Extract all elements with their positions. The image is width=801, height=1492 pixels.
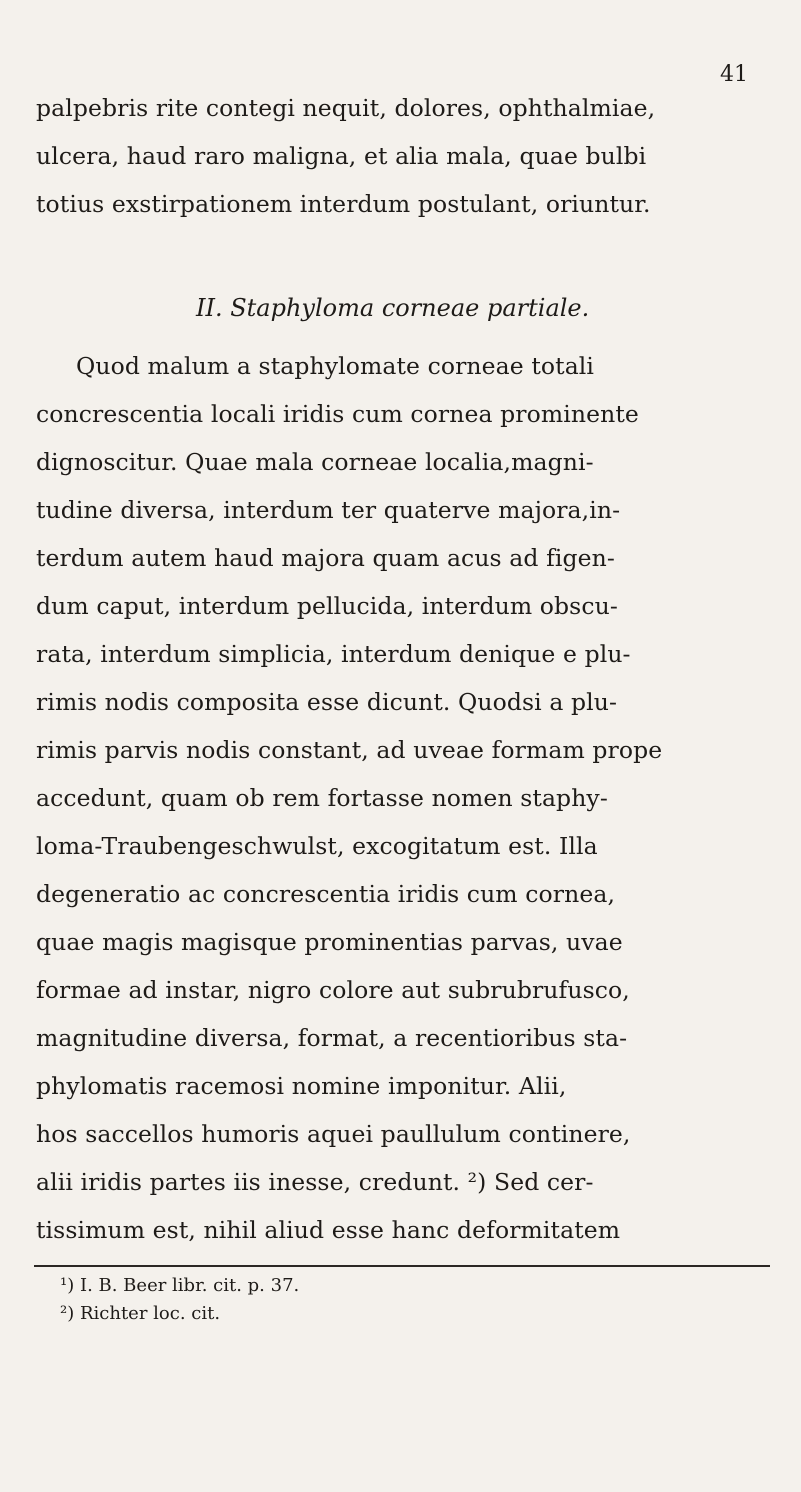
footnote-divider	[34, 1265, 770, 1267]
text-line: magnitudine diversa, format, a recentioribus sta-	[36, 1024, 628, 1052]
text-line: alii iridis partes iis inesse, credunt. ²) Sed cer-	[36, 1168, 594, 1196]
text-line: dum caput, interdum pellucida, interdum obscu-	[36, 592, 618, 620]
text-line: totius exstirpationem interdum postulant, oriuntur.	[36, 190, 651, 218]
text-line: terdum autem haud majora quam acus ad figen-	[36, 544, 615, 572]
section-heading: II. Staphyloma corneae partiale.	[196, 294, 590, 322]
text-line: rimis nodis composita esse dicunt. Quodsi a plu-	[36, 688, 618, 716]
opening-paragraph	[36, 84, 778, 228]
text-line: accedunt, quam ob rem fortasse nomen staphy-	[36, 784, 608, 812]
text-line: dignoscitur. Quae mala corneae localia,magni-	[36, 448, 594, 476]
footnotes	[60, 1272, 299, 1328]
text-line: rimis parvis nodis constant, ad uveae formam prope	[36, 736, 663, 764]
text-line: phylomatis racemosi nomine imponitur. Alii,	[36, 1072, 567, 1100]
text-line: ulcera, haud raro maligna, et alia mala, quae bulbi	[36, 142, 647, 170]
text-line: quae magis magisque prominentias parvas, uvae	[36, 928, 623, 956]
section-body	[36, 342, 778, 1254]
text-line: tissimum est, nihil aliud esse hanc deformitatem	[36, 1216, 621, 1244]
text-line: rata, interdum simplicia, interdum denique e plu-	[36, 640, 631, 668]
text-line: concrescentia locali iridis cum cornea prominente	[36, 400, 639, 428]
text-line: tudine diversa, interdum ter quaterve majora,in-	[36, 496, 621, 524]
text-line: hos saccellos humoris aquei paullulum continere,	[36, 1120, 631, 1148]
text-line: palpebris rite contegi nequit, dolores, ophthalmiae,	[36, 94, 656, 122]
page-number: 41	[720, 62, 748, 87]
text-line: loma-Traubengeschwulst, excogitatum est. Illa	[36, 832, 598, 860]
text-line: degeneratio ac concrescentia iridis cum cornea,	[36, 880, 616, 908]
text-line: Quod malum a staphylomate corneae totali	[76, 352, 595, 380]
text-line: formae ad instar, nigro colore aut subrubrufusco,	[36, 976, 630, 1004]
footnote: ²) Richter loc. cit.	[60, 1303, 221, 1324]
footnote: ¹) I. B. Beer libr. cit. p. 37.	[60, 1275, 300, 1296]
